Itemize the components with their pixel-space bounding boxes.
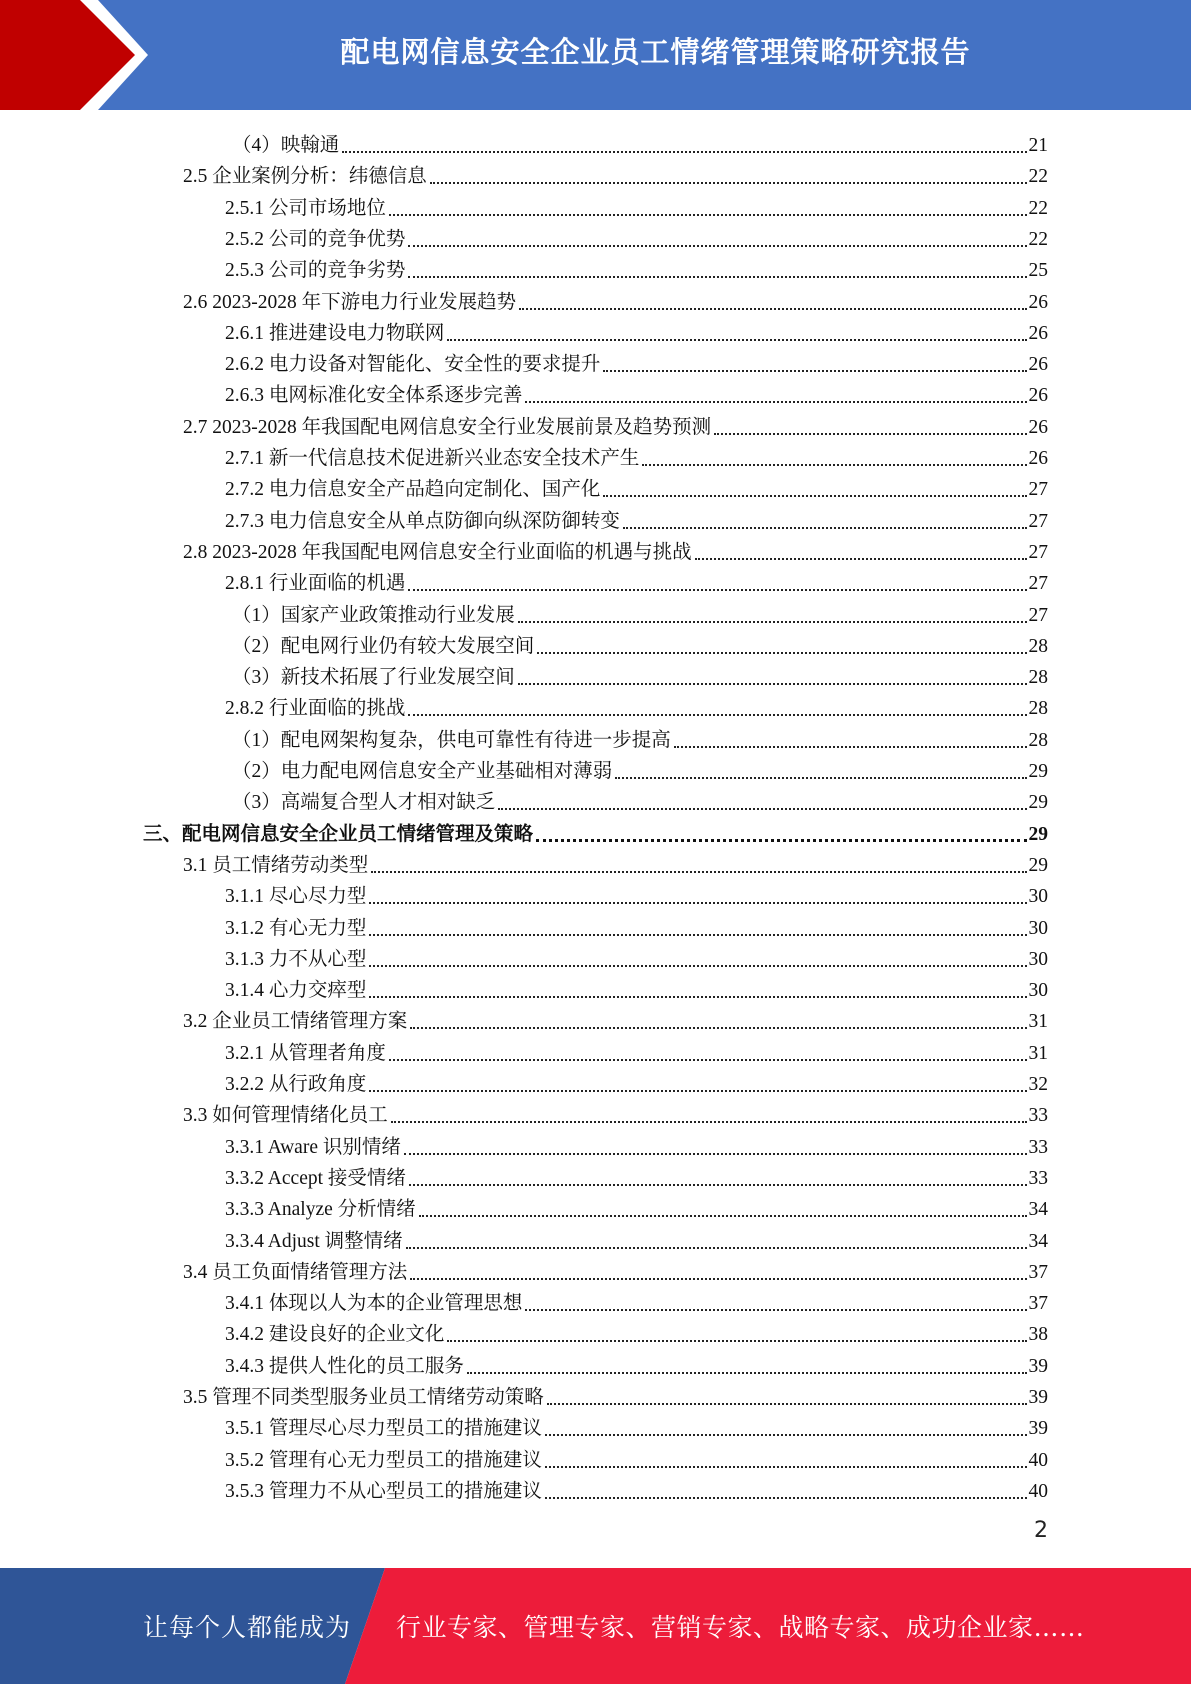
toc-entry-label: 3.5.1 管理尽心尽力型员工的措施建议 (225, 1418, 542, 1440)
toc-entry-label: 2.7.3 电力信息安全从单点防御向纵深防御转变 (225, 510, 620, 532)
toc-entry-page: 22 (1028, 197, 1048, 219)
toc-entry[interactable] (225, 1066, 1048, 1097)
toc-entry-page: 28 (1028, 698, 1048, 720)
toc-entry-label: 2.7 2023-2028 年我国配电网信息安全行业发展前景及趋势预测 (183, 416, 712, 438)
toc-entry-page: 26 (1028, 354, 1048, 376)
toc-leader-dots (447, 339, 1026, 341)
toc-entry-label: 3.3.4 Adjust 调整情绪 (225, 1230, 403, 1252)
toc-entry[interactable] (225, 190, 1048, 221)
toc-entry[interactable] (225, 565, 1048, 596)
toc-entry[interactable] (225, 315, 1048, 346)
toc-entry-page: 27 (1028, 479, 1048, 501)
toc-entry[interactable] (225, 1316, 1048, 1347)
toc-entry[interactable] (225, 377, 1048, 408)
toc-entry-label: （3）高端复合型人才相对缺乏 (232, 792, 496, 814)
toc-entry-page: 33 (1028, 1105, 1048, 1127)
page-number: 2 (1034, 1518, 1048, 1543)
toc-entry-page: 29 (1028, 823, 1048, 845)
toc-leader-dots (430, 182, 1027, 184)
toc-leader-dots (623, 527, 1027, 529)
toc-entry[interactable] (225, 1160, 1048, 1191)
toc-entry-label: （3）新技术拓展了行业发展空间 (232, 667, 515, 689)
toc-entry[interactable] (232, 659, 1048, 690)
toc-entry[interactable] (225, 471, 1048, 502)
toc-entry[interactable] (143, 816, 1048, 847)
toc-entry[interactable] (232, 784, 1048, 815)
toc-entry-label: 2.5.3 公司的竞争劣势 (225, 260, 406, 282)
toc-entry[interactable] (225, 1473, 1048, 1504)
toc-entry-page: 22 (1028, 228, 1048, 250)
toc-leader-dots (389, 1059, 1027, 1061)
toc-entry-label: 2.7.1 新一代信息技术促进新兴业态安全技术产生 (225, 448, 640, 469)
toc-entry[interactable] (225, 878, 1048, 909)
toc-entry-page: 28 (1028, 729, 1048, 751)
toc-entry-page: 29 (1028, 761, 1048, 782)
toc-entry-label: 3.1.3 力不从心型 (225, 948, 367, 970)
toc-entry-label: 3.4.3 提供人性化的员工服务 (225, 1355, 464, 1377)
toc-entry[interactable] (232, 127, 1048, 158)
toc-leader-dots (410, 1278, 1026, 1280)
toc-entry-label: 3.3 如何管理情绪化员工 (183, 1105, 388, 1127)
toc-entry-page: 27 (1028, 604, 1048, 626)
header-arrow-icon (0, 0, 160, 110)
toc-leader-dots (389, 214, 1027, 216)
toc-entry[interactable] (225, 346, 1048, 377)
toc-leader-dots (408, 714, 1026, 716)
toc-entry-label: 2.5.1 公司市场地位 (225, 197, 386, 219)
toc-leader-dots (525, 401, 1026, 403)
toc-entry[interactable] (225, 941, 1048, 972)
toc-leader-dots (369, 934, 1026, 936)
toc-entry-page: 38 (1028, 1324, 1048, 1346)
report-title: 配电网信息安全企业员工情绪管理策略研究报告 (340, 34, 971, 69)
toc-leader-dots (547, 1403, 1027, 1405)
toc-entry[interactable] (225, 221, 1048, 252)
toc-entry-label: （1）国家产业政策推动行业发展 (232, 604, 515, 626)
toc-leader-dots (391, 1121, 1027, 1123)
toc-entry-page: 31 (1028, 1011, 1048, 1033)
toc-entry-label: 2.6.2 电力设备对智能化、安全性的要求提升 (225, 354, 601, 376)
toc-entry-page: 34 (1028, 1230, 1048, 1252)
toc-entry-label: 3.5.2 管理有心无力型员工的措施建议 (225, 1449, 542, 1471)
toc-entry-label: 3.1.1 尽心尽力型 (225, 886, 367, 908)
toc-leader-dots (518, 683, 1027, 685)
toc-leader-dots (369, 965, 1026, 967)
toc-entry-page: 37 (1028, 1261, 1048, 1283)
toc-entry-page: 28 (1028, 635, 1048, 657)
toc-entry[interactable] (183, 1254, 1048, 1285)
toc-entry-page: 27 (1028, 541, 1048, 563)
toc-entry-page: 26 (1028, 291, 1048, 313)
toc-leader-dots (603, 495, 1026, 497)
toc-entry[interactable] (183, 534, 1048, 565)
toc-entry-label: 3.3.3 Analyze 分析情绪 (225, 1199, 416, 1221)
toc-entry-label: 3.2.2 从行政角度 (225, 1074, 367, 1095)
toc-entry-page: 32 (1028, 1074, 1048, 1095)
toc-entry-label: 3.1.2 有心无力型 (225, 917, 367, 939)
toc-entry[interactable] (183, 409, 1048, 440)
toc-entry-page: 21 (1028, 135, 1048, 156)
toc-entry-label: 3.4.1 体现以人为本的企业管理思想 (225, 1293, 523, 1315)
toc-leader-dots (419, 1215, 1027, 1217)
toc-leader-dots (695, 558, 1027, 560)
toc-entry-label: 3.2.1 从管理者角度 (225, 1042, 386, 1064)
toc-entry-page: 27 (1028, 510, 1048, 532)
footer-slogan-left: 让每个人都能成为 (143, 1613, 352, 1642)
toc-entry-label: 2.5.2 公司的竞争优势 (225, 228, 406, 250)
toc-entry-page: 30 (1028, 886, 1048, 908)
toc-entry[interactable] (225, 1129, 1048, 1160)
toc-leader-dots (615, 777, 1026, 779)
toc-entry-label: 2.8 2023-2028 年我国配电网信息安全行业面临的机遇与挑战 (183, 541, 692, 563)
toc-entry-label: 3.4.2 建设良好的企业文化 (225, 1324, 445, 1346)
toc-entry-page: 39 (1028, 1418, 1048, 1440)
toc-entry-label: 2.5 企业案例分析：纬德信息 (183, 166, 427, 188)
toc-leader-dots (404, 1153, 1027, 1155)
toc-leader-dots (342, 151, 1026, 153)
toc-entry[interactable] (183, 847, 1048, 878)
toc-leader-dots (369, 1090, 1026, 1092)
page-footer (0, 1568, 1191, 1684)
toc-entry-label: 2.8.1 行业面临的机遇 (225, 573, 406, 595)
toc-entry-page: 26 (1028, 416, 1048, 438)
toc-leader-dots (498, 808, 1026, 810)
toc-entry-page: 22 (1028, 166, 1048, 188)
toc-entry[interactable] (183, 1003, 1048, 1034)
toc-entry-label: 3.4 员工负面情绪管理方法 (183, 1261, 408, 1283)
toc-leader-dots (408, 589, 1026, 591)
toc-leader-dots (447, 1340, 1026, 1342)
toc-leader-dots (369, 902, 1026, 904)
toc-entry-page: 33 (1028, 1136, 1048, 1158)
toc-leader-dots (406, 1247, 1027, 1249)
toc-entry[interactable] (183, 158, 1048, 189)
toc-leader-dots (537, 652, 1026, 654)
toc-entry[interactable] (225, 972, 1048, 1003)
toc-entry-page: 39 (1028, 1355, 1048, 1377)
toc-leader-dots (536, 839, 1026, 842)
toc-leader-dots (545, 1497, 1027, 1499)
toc-entry-label: 3.5.3 管理力不从心型员工的措施建议 (225, 1480, 542, 1502)
toc-entry-label: 3.1.4 心力交瘁型 (225, 980, 367, 1002)
toc-entry-page: 28 (1028, 667, 1048, 689)
toc-entry[interactable] (183, 284, 1048, 315)
toc-entry-label: 3.3.1 Aware 识别情绪 (225, 1136, 401, 1158)
toc-entry[interactable] (225, 1285, 1048, 1316)
toc-entry-page: 39 (1028, 1387, 1048, 1408)
toc-entry[interactable] (225, 1191, 1048, 1222)
toc-entry-page: 29 (1028, 854, 1048, 876)
toc-entry-label: 3.1 员工情绪劳动类型 (183, 854, 369, 876)
toc-entry-page: 26 (1028, 385, 1048, 407)
toc-leader-dots (467, 1372, 1027, 1374)
toc-entry[interactable] (225, 252, 1048, 283)
toc-leader-dots (371, 871, 1026, 873)
toc-entry[interactable] (225, 503, 1048, 534)
toc-leader-dots (369, 996, 1026, 998)
toc-entry-page: 30 (1028, 948, 1048, 970)
toc-entry-label: （2）电力配电网信息安全产业基础相对薄弱 (232, 761, 613, 782)
toc-entry[interactable] (232, 597, 1048, 628)
toc-entry-page: 25 (1028, 260, 1048, 282)
toc-leader-dots (525, 1309, 1026, 1311)
toc-leader-dots (545, 1466, 1027, 1468)
toc-entry[interactable] (232, 753, 1048, 784)
page-header (0, 0, 1191, 110)
toc-leader-dots (409, 1184, 1027, 1186)
toc-entry-page: 40 (1028, 1480, 1048, 1502)
toc-entry-label: 2.7.2 电力信息安全产品趋向定制化、国产化 (225, 479, 601, 501)
toc-entry[interactable] (232, 722, 1048, 753)
toc-entry-page: 26 (1028, 448, 1048, 469)
toc-entry[interactable] (225, 910, 1048, 941)
toc-entry-page: 31 (1028, 1042, 1048, 1064)
toc-entry[interactable] (232, 628, 1048, 659)
toc-entry-page: 40 (1028, 1449, 1048, 1471)
toc-entry-page: 26 (1028, 322, 1048, 344)
toc-leader-dots (410, 1027, 1026, 1029)
toc-entry-label: 2.8.2 行业面临的挑战 (225, 698, 406, 720)
toc-entry[interactable] (225, 1035, 1048, 1066)
toc-entry-page: 30 (1028, 917, 1048, 939)
toc-leader-dots (519, 308, 1026, 310)
toc-entry-label: 2.6.3 电网标准化安全体系逐步完善 (225, 385, 523, 407)
toc-entry-label: 3.5 管理不同类型服务业员工情绪劳动策略 (183, 1387, 544, 1408)
toc-entry[interactable] (225, 440, 1048, 471)
toc-leader-dots (674, 746, 1027, 748)
toc-entry[interactable] (225, 690, 1048, 721)
toc-entry-label: （2）配电网行业仍有较大发展空间 (232, 635, 535, 657)
toc-entry-page: 33 (1028, 1167, 1048, 1189)
toc-entry[interactable] (225, 1442, 1048, 1473)
toc-entry-page: 37 (1028, 1293, 1048, 1315)
toc-entry-page: 27 (1028, 573, 1048, 595)
toc-entry-label: （1）配电网架构复杂，供电可靠性有待进一步提高 (232, 729, 671, 751)
toc-entry[interactable] (225, 1223, 1048, 1254)
toc-leader-dots (408, 276, 1026, 278)
toc-entry-page: 30 (1028, 980, 1048, 1002)
toc-leader-dots (408, 245, 1026, 247)
toc-entry-label: 三、配电网信息安全企业员工情绪管理及策略 (143, 823, 534, 845)
toc-leader-dots (714, 433, 1026, 435)
toc-leader-dots (603, 370, 1026, 372)
toc-entry-label: 2.6 2023-2028 年下游电力行业发展趋势 (183, 291, 517, 313)
toc-entry-page: 29 (1028, 792, 1048, 814)
toc-entry-label: 3.3.2 Accept 接受情绪 (225, 1167, 406, 1189)
toc-entry[interactable] (183, 1379, 1048, 1410)
toc-entry-label: （4）映翰通 (232, 135, 340, 156)
toc-entry-label: 2.6.1 推进建设电力物联网 (225, 322, 445, 344)
toc-entry[interactable] (225, 1410, 1048, 1441)
toc-entry-label: 3.2 企业员工情绪管理方案 (183, 1011, 408, 1033)
toc-entry[interactable] (183, 1097, 1048, 1128)
footer-slogan-right: 行业专家、管理专家、营销专家、战略专家、成功企业家…… (396, 1613, 1085, 1642)
toc-entry-page: 34 (1028, 1199, 1048, 1221)
toc-leader-dots (545, 1434, 1027, 1436)
toc-entry[interactable] (225, 1348, 1048, 1379)
toc-leader-dots (518, 621, 1027, 623)
toc-leader-dots (642, 464, 1026, 466)
